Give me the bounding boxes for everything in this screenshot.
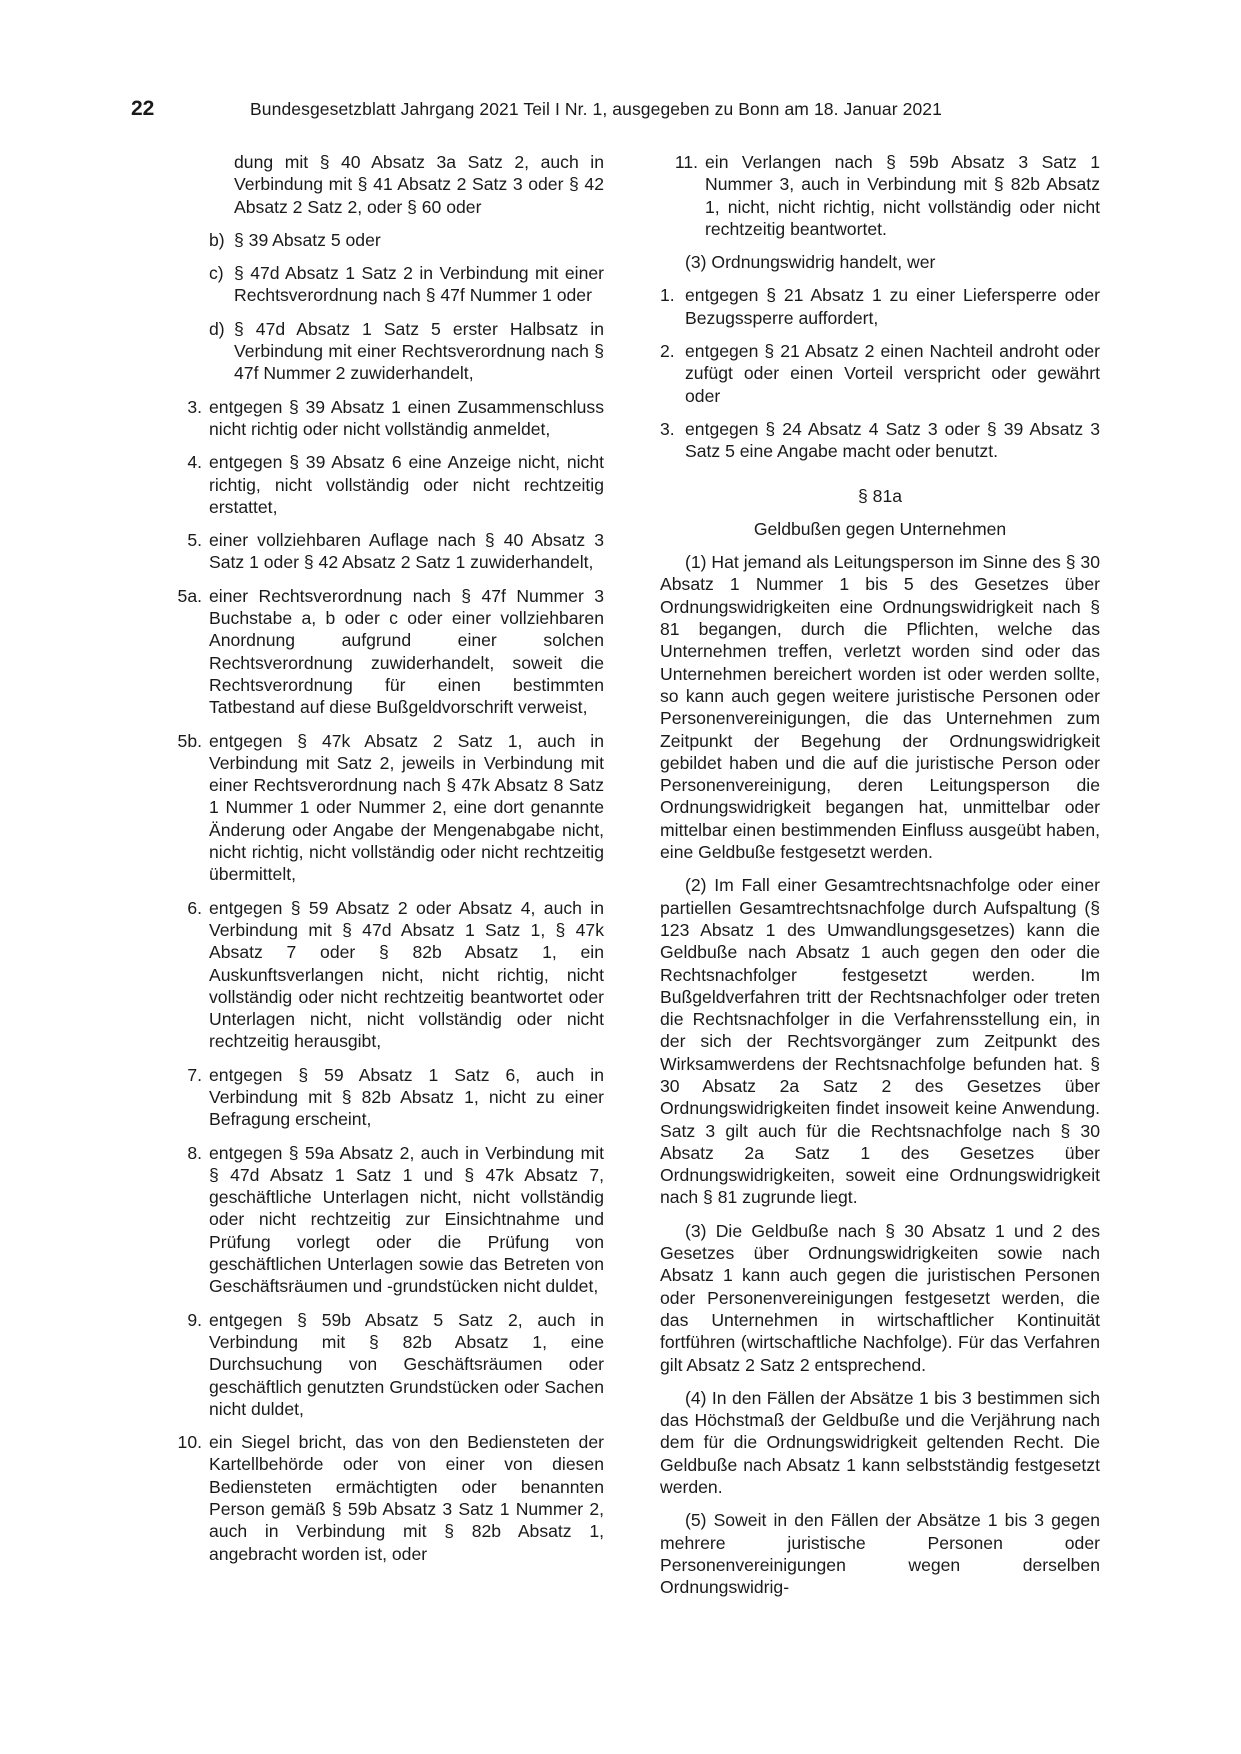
item-text: entgegen § 39 Absatz 6 eine Anzeige nicht, nicht richtig, nicht vollständig oder nicht rechtzeitig erstattet,	[209, 452, 604, 517]
list-item	[164, 318, 604, 385]
running-header: Bundesgesetzblatt Jahrgang 2021 Teil I Nr. 1, ausgegeben zu Bonn am 18. Januar 2021	[250, 99, 942, 119]
list-item	[164, 1309, 604, 1420]
paragraph: (1) Hat jemand als Leitungsperson im Sinne des § 30 Absatz 1 Nummer 1 bis 5 des Gesetzes über Ordnungswidrigkeiten eine Ordnungswidrigkeit nach § 81 begangen, durch die Pflichten, welche das Unternehmen treffen, verletzt worden sind oder das Unternehmen bereichert worden ist oder werden sollte, so kann auch gegen weitere juristische Personen oder Personenvereinigungen, die das Unternehmen zum Zeitpunkt der Begehung der Ordnungswidrigkeit gebildet haben und die auf die juristische Person oder Personenvereinigung, deren Leitungsperson die Ordnungswidrigkeit begangen hat, unmittelbar oder mittelbar einen bestimmenden Einfluss ausgeübt haben, eine Geldbuße festgesetzt werden.	[660, 552, 1100, 863]
paragraph: (3) Ordnungswidrig handelt, wer	[685, 252, 936, 273]
list-item	[164, 730, 604, 886]
item-number: b)	[209, 229, 225, 250]
item-text: § 47d Absatz 1 Satz 2 in Verbindung mit einer Rechtsverordnung nach § 47f Nummer 1 oder	[234, 263, 604, 306]
item-number: 10.	[177, 1432, 202, 1453]
item-number: 11.	[674, 152, 698, 172]
item-text: entgegen § 59b Absatz 5 Satz 2, auch in Verbindung mit § 82b Absatz 1, eine Durchsuchung von Geschäftsräumen oder geschäftlich genutzten Grundstücken oder Sachen nicht duldet,	[209, 1309, 604, 1419]
list-item	[164, 1431, 604, 1565]
list-item	[164, 1064, 604, 1131]
item-number: 2.	[660, 341, 675, 362]
item-number: 9.	[187, 1309, 202, 1330]
continuation-text: dung mit § 40 Absatz 3a Satz 2, auch in Verbindung mit § 41 Absatz 2 Satz 3 oder § 42 Absatz 2 Satz 2, oder § 60 oder	[234, 152, 604, 217]
item-text: § 39 Absatz 5 oder	[234, 229, 381, 250]
list-item	[660, 151, 1100, 240]
item-text: entgegen § 47k Absatz 2 Satz 1, auch in Verbindung mit Satz 2, jeweils in Verbindung mit einer Rechtsverordnung nach § 47k Absatz 8 Satz 1 Nummer 1 oder Nummer 2, eine dort genannte Änderung oder Angabe der Mengenabgabe nicht, nicht richtig, nicht vollständig oder nicht rechtzeitig übermittelt,	[209, 730, 604, 885]
item-number: 1.	[660, 285, 675, 306]
item-text: entgegen § 59a Absatz 2, auch in Verbindung mit § 47d Absatz 1 Satz 1 und § 47k Absatz 7, geschäftliche Unterlagen nicht, nicht vollständig oder nicht rechtzeitig zur Einsichtnahme und Prüfung vorlegt oder die Prüfung von geschäftlichen Unterlagen sowie das Betreten von Geschäftsräumen und -grundstücken nicht duldet,	[209, 1142, 604, 1297]
item-number: 3.	[660, 418, 675, 439]
left-column	[164, 151, 604, 1576]
item-number: c)	[209, 263, 224, 284]
list-item	[164, 585, 604, 719]
paragraph: (4) In den Fällen der Absätze 1 bis 3 bestimmen sich das Höchstmaß der Geldbuße und die Verjährung nach dem für die Ordnungswidrigkeit geltenden Recht. Die Geldbuße nach Absatz 1 kann selbstständig festgesetzt werden.	[660, 1387, 1100, 1498]
list-item	[164, 229, 604, 251]
item-number: 5.	[187, 530, 202, 551]
item-number: 7.	[187, 1064, 202, 1085]
item-number: 6.	[187, 897, 202, 918]
list-item	[164, 451, 604, 518]
item-text: einer vollziehbaren Auflage nach § 40 Absatz 3 Satz 1 oder § 42 Absatz 2 Satz 1 zuwiderhandelt,	[209, 530, 604, 573]
item-text: entgegen § 21 Absatz 1 zu einer Liefersperre oder Bezugssperre auffordert,	[685, 285, 1100, 328]
list-item	[660, 340, 1100, 407]
list-item	[164, 1142, 604, 1298]
list-item	[164, 897, 604, 1053]
list-item	[164, 396, 604, 441]
item-text: ein Verlangen nach § 59b Absatz 3 Satz 1 Nummer 3, auch in Verbindung mit § 82b Absatz 1, nicht, nicht richtig, nicht vollständig oder nicht rechtzeitig beantwortet.	[705, 152, 1100, 239]
item-text: entgegen § 59 Absatz 2 oder Absatz 4, auch in Verbindung mit § 47d Absatz 1 Satz 1, § 47k Absatz 7 oder § 82b Absatz 1, ein Auskunftsverlangen nicht, nicht richtig, nicht vollständig oder nicht rechtzeitig beantwortet oder Unterlagen nicht, nicht vollständig oder nicht rechtzeitig herausgibt,	[209, 897, 604, 1052]
item-number: 5b.	[177, 730, 202, 751]
item-text: entgegen § 24 Absatz 4 Satz 3 oder § 39 Absatz 3 Satz 5 eine Angabe macht oder benutzt.	[685, 418, 1100, 462]
item-text: § 47d Absatz 1 Satz 5 erster Halbsatz in Verbindung mit einer Rechtsverordnung nach § 47f Nummer 2 zuwiderhandelt,	[234, 318, 604, 384]
item-number: 4.	[187, 452, 202, 473]
item-number: d)	[209, 318, 225, 339]
list-item	[164, 529, 604, 574]
right-column	[660, 151, 1100, 1610]
section-heading: § 81a	[857, 485, 903, 506]
list-item	[164, 262, 604, 307]
item-text: entgegen § 21 Absatz 2 einen Nachteil androht oder zufügt oder einen Vorteil verspricht oder gewährt oder	[685, 341, 1100, 406]
paragraph: (2) Im Fall einer Gesamtrechtsnachfolge oder einer partiellen Gesamtrechtsnachfolge durch Aufspaltung (§ 123 Absatz 1 des Umwandlungsgesetzes) kann die Geldbuße nach Absatz 1 auch gegen den oder die Rechtsnachfolger festgesetzt werden. Im Bußgeldverfahren tritt der Rechtsnachfolger oder treten die Rechtsnachfolger in die Verfahrensstellung ein, in der sich der Rechtsvorgänger zum Zeitpunkt des Wirksamwerdens der Rechtsnachfolge befunden hat. § 30 Absatz 2a Satz 2 des Gesetzes über Ordnungswidrigkeiten findet insoweit keine Anwendung. Satz 3 gilt auch für die Rechtsnachfolge nach § 30 Absatz 2a Satz 1 des Gesetzes über Ordnungswidrigkeiten, soweit eine Ordnungswidrigkeit nach § 81 zugrunde liegt.	[660, 875, 1100, 1208]
page-number: 22	[131, 97, 155, 120]
item-text: einer Rechtsverordnung nach § 47f Nummer 3 Buchstabe a, b oder c oder einer vollziehbaren Anordnung aufgrund einer solchen Rechtsverordnung zuwiderhandelt, soweit die Rechtsverordnung für einen bestimmten Tatbestand auf diese Bußgeldvorschrift verweist,	[209, 585, 604, 718]
item-text: entgegen § 39 Absatz 1 einen Zusammenschluss nicht richtig oder nicht vollständig anmeldet,	[209, 396, 604, 439]
paragraph: (3) Die Geldbuße nach § 30 Absatz 1 und 2 des Gesetzes über Ordnungswidrigkeiten sowie nach Absatz 1 kann auch gegen die juristischen Personen oder Personenvereinigungen festgesetzt werden, die das Unternehmen in wirtschaftlicher Kontinuität fortführen (wirtschaftliche Nachfolge). Für das Verfahren gilt Absatz 2 Satz 2 entsprechend.	[660, 1220, 1100, 1375]
list-item	[660, 284, 1100, 329]
item-text: ein Siegel bricht, das von den Bediensteten der Kartellbehörde oder von einer von diesen Bediensteten ermächtigten oder benannten Person gemäß § 59b Absatz 3 Satz 1 Nummer 2, auch in Verbindung mit § 82b Absatz 1, angebracht worden ist, oder	[209, 1432, 604, 1564]
list-item	[660, 418, 1100, 463]
item-text: entgegen § 59 Absatz 1 Satz 6, auch in Verbindung mit § 82b Absatz 1, nicht zu einer Befragung erscheint,	[209, 1064, 604, 1130]
item-number: 8.	[187, 1142, 202, 1163]
item-number: 3.	[187, 396, 202, 417]
paragraph: (5) Soweit in den Fällen der Absätze 1 bis 3 gegen mehrere juristische Personen oder Personenvereinigungen wegen derselben Ordnungswidrig-	[660, 1510, 1100, 1598]
item-number: 5a.	[177, 585, 202, 606]
section-title: Geldbußen gegen Unternehmen	[753, 518, 1007, 539]
